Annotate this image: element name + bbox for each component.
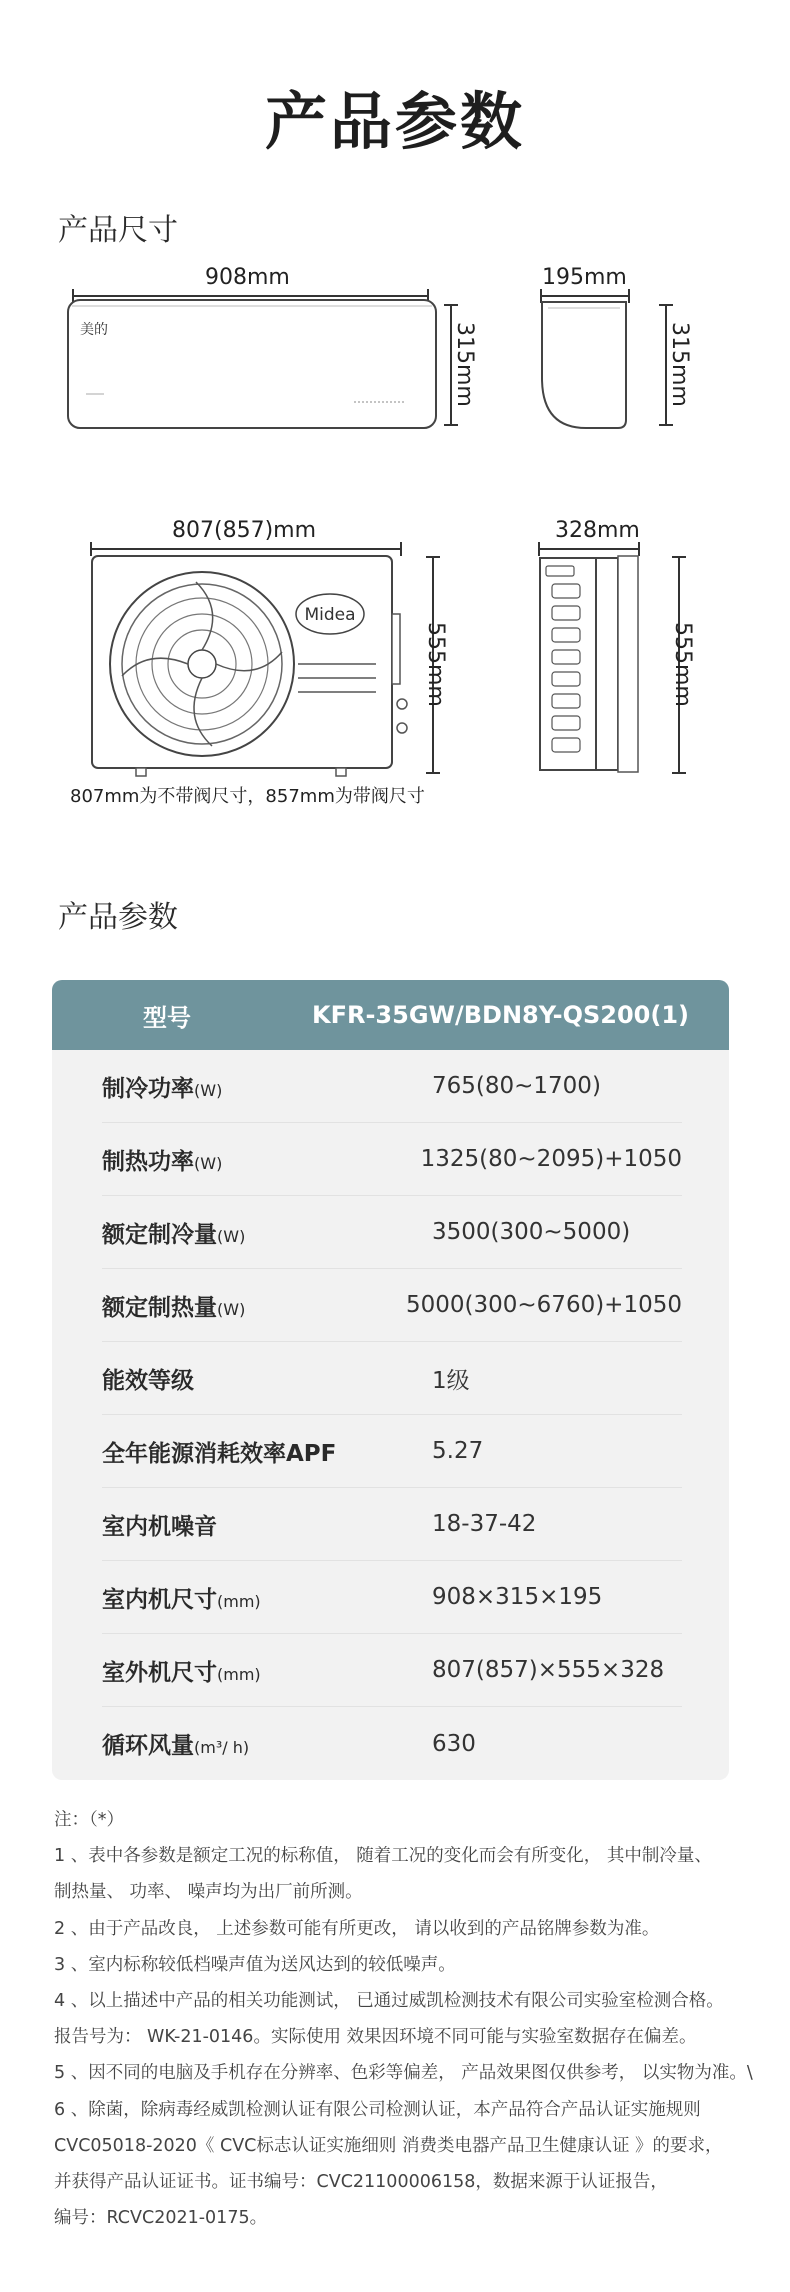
row-label: 额定制冷量 [102, 1221, 217, 1248]
dimension-line [90, 548, 402, 550]
row-unit: (W) [217, 1226, 246, 1246]
row-unit: (W) [194, 1080, 223, 1100]
dimension-tick [426, 772, 440, 774]
row-value: 807(857)×555×328 [432, 1657, 665, 1683]
row-unit: (m³/ h) [194, 1738, 250, 1757]
note-line: 注：（*） [54, 1810, 124, 1830]
dimension-tick [672, 556, 686, 558]
row-label: 额定制热量 [102, 1294, 217, 1321]
row-value: 1级 [432, 1367, 470, 1394]
note-line: 1 、表中各参数是额定工况的标称值， 随着工况的变化而会有所变化， 其中制冷量、 [54, 1846, 712, 1867]
row-value: 5000(300~6760)+1050 [406, 1292, 682, 1318]
note-line: 报告号为： WK-21-0146。实际使用 效果因环境不同可能与实验室数据存在偏差。 [54, 2027, 697, 2048]
table-row [102, 1561, 682, 1634]
row-value: 630 [432, 1730, 476, 1757]
notes-block [54, 1802, 774, 2236]
note-line: 2 、由于产品改良， 上述参数可能有所更改， 请以收到的产品铭牌参数为准。 [54, 1918, 660, 1939]
dimension-tick [444, 424, 458, 426]
indoor-front-height-label: 315mm [452, 322, 477, 407]
outdoor-unit-side-drawing [534, 552, 646, 780]
note-line: 5 、因不同的电脑及手机存在分辨率、色彩等偏差， 产品效果图仅供参考， 以实物为准。\ [54, 2063, 753, 2084]
table-row [102, 1269, 682, 1342]
note-line: CVC05018-2020《 CVC标志认证实施细则 消费类电器产品卫生健康认证 》的要求， [54, 2135, 723, 2156]
row-value: 18-37-42 [432, 1511, 537, 1537]
outdoor-front-height-label: 555mm [423, 622, 448, 707]
outdoor-unit-front-drawing [86, 552, 416, 780]
indoor-brand-logo: 美的 [80, 322, 108, 338]
row-label: 能效等级 [102, 1367, 194, 1394]
param-table [52, 980, 729, 1780]
note-line: 6 、除菌，除病毒经威凯检测认证有限公司检测认证，本产品符合产品认证实施规则 [54, 2099, 701, 2120]
indoor-side-height-label: 315mm [667, 322, 692, 407]
model-label: 型号 [143, 1003, 191, 1032]
row-label: 制冷功率 [102, 1075, 194, 1102]
row-unit: (mm) [217, 1664, 261, 1684]
table-row [102, 1707, 682, 1780]
row-value: 5.27 [432, 1438, 484, 1464]
page-title: 产品参数 [264, 85, 525, 158]
table-row [102, 1342, 682, 1415]
outdoor-brand-logo: Midea [304, 605, 356, 625]
dimension-tick [659, 424, 673, 426]
indoor-side-depth-label: 195mm [542, 265, 627, 290]
row-label: 室内机尺寸 [102, 1586, 217, 1613]
row-unit: (mm) [217, 1591, 261, 1611]
note-line: 4 、以上描述中产品的相关功能测试， 已通过威凯检测技术有限公司实验室检测合格。 [54, 1991, 724, 2012]
outdoor-front-width-label: 807(857)mm [172, 518, 317, 543]
note-line: 编号：RCVC2021-0175。 [54, 2208, 268, 2229]
row-label: 室内机噪音 [102, 1513, 217, 1540]
dimension-tick [672, 772, 686, 774]
outdoor-side-depth-label: 328mm [555, 518, 640, 543]
row-label: 循环风量 [102, 1733, 194, 1759]
table-row [102, 1196, 682, 1269]
param-section-title: 产品参数 [58, 900, 178, 935]
size-section-title: 产品尺寸 [58, 213, 178, 248]
note-line: 制热量、 功率、 噪声均为出厂前所测。 [54, 1882, 363, 1903]
outdoor-side-height-label: 555mm [670, 622, 695, 707]
row-label: 制热功率 [102, 1148, 194, 1175]
dimension-tick [659, 304, 673, 306]
row-value: 1325(80~2095)+1050 [420, 1146, 682, 1172]
indoor-front-width-label: 908mm [205, 265, 290, 290]
dimension-tick [426, 556, 440, 558]
table-row [102, 1123, 682, 1196]
row-value: 3500(300~5000) [432, 1219, 631, 1245]
row-label: 室外机尺寸 [102, 1659, 217, 1686]
note-line: 3 、室内标称较低档噪声值为送风达到的较低噪声。 [54, 1954, 456, 1975]
table-row [102, 1488, 682, 1561]
dimension-tick [444, 304, 458, 306]
model-value: KFR-35GW/BDN8Y-QS200(1) [311, 1001, 689, 1029]
outdoor-size-note: 807mm为不带阀尺寸，857mm为带阀尺寸 [70, 786, 425, 807]
dimension-line [538, 548, 640, 550]
dimension-line [72, 295, 429, 297]
row-unit: (W) [217, 1299, 246, 1319]
indoor-unit-front-drawing [64, 298, 440, 434]
table-header [52, 980, 729, 1050]
row-unit: (W) [194, 1153, 223, 1173]
row-value: 908×315×195 [432, 1584, 603, 1610]
note-line: 并获得产品认证证书。证书编号：CVC21100006158，数据来源于认证报告， [54, 2172, 668, 2193]
dimension-line [540, 295, 630, 297]
table-row [102, 1050, 682, 1123]
row-value: 765(80~1700) [432, 1073, 601, 1099]
indoor-unit-side-drawing [536, 298, 636, 434]
row-label: 全年能源消耗效率APF [102, 1440, 337, 1467]
table-row [102, 1415, 682, 1488]
table-row [102, 1634, 682, 1707]
